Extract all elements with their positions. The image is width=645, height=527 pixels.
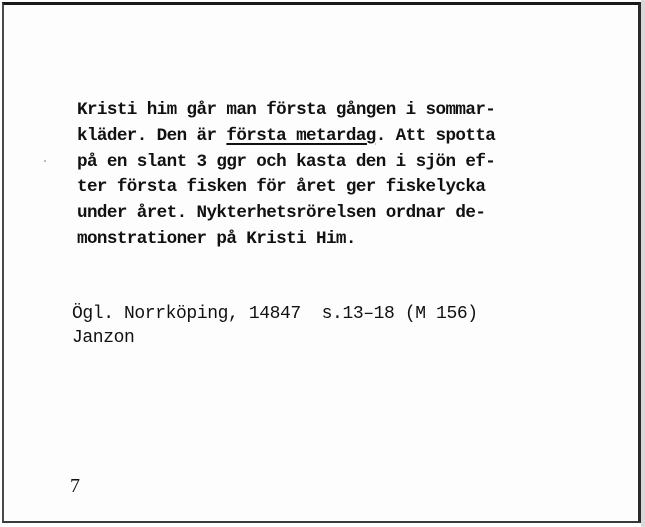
body-line-2-prefix: kläder. Den är (77, 125, 227, 146)
body-line-1: Kristi him går man första gången i sommar- (77, 100, 496, 120)
body-line-5: under året. Nykterhetsrörelsen ordnar de- (77, 203, 486, 224)
archive-card (2, 2, 641, 523)
card-number: 7 (70, 475, 80, 497)
body-line-6: monstrationer på Kristi Him. (77, 228, 356, 249)
scan-edge-shadow (641, 0, 645, 527)
body-line-2-suffix: . Att spotta (375, 125, 496, 146)
body-line-3: på en slant 3 ggr och kasta den i sjön ef- (77, 151, 496, 172)
body-line-4: ter första fisken för året ger fiskelycka (77, 177, 486, 198)
source-line-2: Janzon (72, 328, 135, 348)
card-body-text (77, 98, 495, 253)
source-reference (72, 302, 478, 350)
source-line-1: Ögl. Norrköping, 14847 s.13–18 (M 156) (72, 304, 478, 324)
paper-speck (44, 160, 46, 162)
underlined-phrase: första metardag (226, 125, 376, 146)
